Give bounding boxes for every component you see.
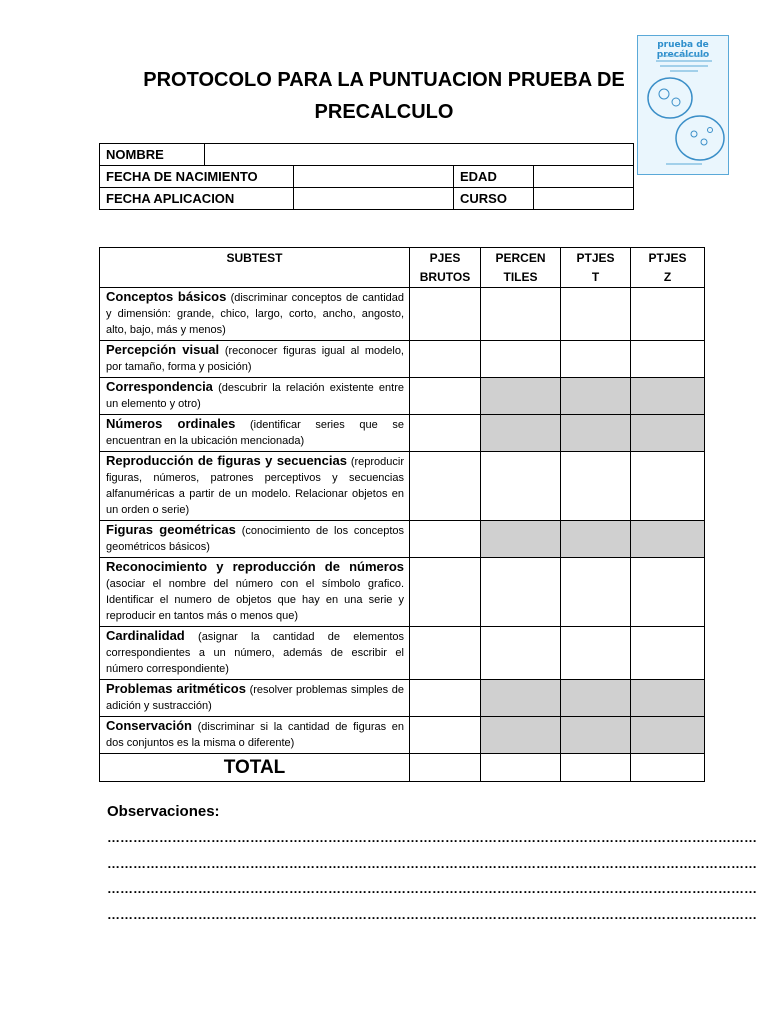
shaded-cell (631, 680, 705, 717)
curso-label: CURSO (454, 188, 534, 210)
curso-field[interactable] (534, 188, 634, 210)
score-cell[interactable] (631, 627, 705, 680)
page-title (100, 64, 668, 128)
score-cell[interactable] (561, 288, 631, 341)
subtest-name: Reconocimiento y reproducción de números (106, 559, 404, 574)
table-row (100, 558, 705, 627)
header-ptjes-t (561, 248, 631, 288)
subtest-name: Reproducción de figuras y secuencias (106, 453, 347, 468)
shaded-cell (561, 680, 631, 717)
subtest-numeros-ordinales (100, 415, 410, 452)
subtest-description: (descubrir la relación existente entre un elemento y otro) (106, 382, 404, 410)
header-text: Z (663, 270, 672, 284)
score-cell[interactable] (481, 558, 561, 627)
table-row (100, 188, 634, 210)
subtest-problemas-aritmeticos (100, 680, 410, 717)
observations-line[interactable]: …………………………………………………………………………………………………………………………………… (107, 881, 757, 896)
cover-title: prueba de precálculo (656, 40, 710, 60)
subtest-cardinalidad (100, 627, 410, 680)
table-row (100, 521, 705, 558)
header-text: TILES (503, 270, 538, 284)
subtest-name: Percepción visual (106, 342, 220, 357)
subtest-description: (discriminar si la cantidad de figuras en dos conjuntos es la misma o diferente) (106, 721, 404, 749)
score-cell[interactable] (410, 341, 481, 378)
header-text: PTJES (648, 251, 687, 265)
shaded-cell (481, 521, 561, 558)
score-cell[interactable] (561, 558, 631, 627)
table-row (100, 166, 634, 188)
score-cell[interactable] (481, 288, 561, 341)
score-cell[interactable] (410, 452, 481, 521)
score-cell[interactable] (410, 754, 481, 782)
edad-label: EDAD (454, 166, 534, 188)
subtest-name: Conservación (106, 718, 192, 733)
subtest-reconocimiento-numeros (100, 558, 410, 627)
score-cell[interactable] (410, 521, 481, 558)
table-row (100, 341, 705, 378)
header-ptjes-z (631, 248, 705, 288)
header-pjes-brutos (410, 248, 481, 288)
score-cell[interactable] (481, 754, 561, 782)
cover-illustration-icon (638, 36, 730, 176)
subtest-name: Conceptos básicos (106, 289, 227, 304)
shaded-cell (481, 717, 561, 754)
header-text: PJES (429, 251, 461, 265)
fecha-nacimiento-field[interactable] (294, 166, 454, 188)
shaded-cell (561, 717, 631, 754)
score-cell[interactable] (410, 558, 481, 627)
subtest-percepcion-visual (100, 341, 410, 378)
shaded-cell (481, 680, 561, 717)
fecha-aplicacion-field[interactable] (294, 188, 454, 210)
score-cell[interactable] (481, 452, 561, 521)
shaded-cell (481, 378, 561, 415)
nombre-label: NOMBRE (100, 144, 205, 166)
subtest-description: (conocimiento de los conceptos geométricos básicos) (106, 525, 405, 553)
header-text: T (591, 270, 600, 284)
table-row (100, 378, 705, 415)
score-cell[interactable] (631, 341, 705, 378)
subtest-description: (reconocer figuras igual al modelo, por tamaño, forma y posición) (106, 345, 404, 373)
score-cell[interactable] (631, 452, 705, 521)
score-cell[interactable] (410, 680, 481, 717)
observations-label: Observaciones: (107, 803, 220, 820)
subtest-reproduccion-figuras (100, 452, 410, 521)
score-cell[interactable] (561, 341, 631, 378)
student-info-table (99, 143, 634, 210)
subtest-conceptos-basicos (100, 288, 410, 341)
subtest-description: (discriminar conceptos de cantidad y dimensión: grande, chico, largo, corto, ancho, angosto, alto, bajo, más y menos) (106, 292, 405, 336)
observations-line[interactable]: …………………………………………………………………………………………………………………………………… (107, 907, 757, 922)
score-cell[interactable] (561, 452, 631, 521)
header-text: PERCEN (495, 251, 546, 265)
fecha-nacimiento-label: FECHA DE NACIMIENTO (100, 166, 294, 188)
subtest-scores-table (99, 247, 705, 782)
subtest-figuras-geometricas (100, 521, 410, 558)
score-cell[interactable] (410, 627, 481, 680)
subtest-name: Números ordinales (106, 416, 236, 431)
score-cell[interactable] (631, 288, 705, 341)
shaded-cell (561, 415, 631, 452)
shaded-cell (631, 415, 705, 452)
header-text: PTJES (576, 251, 615, 265)
subtest-name: Problemas aritméticos (106, 681, 246, 696)
total-label: TOTAL (100, 754, 410, 782)
edad-field[interactable] (534, 166, 634, 188)
nombre-field[interactable] (205, 144, 634, 166)
total-row (100, 754, 705, 782)
fecha-aplicacion-label: FECHA APLICACION (100, 188, 294, 210)
score-cell[interactable] (410, 378, 481, 415)
subtest-description: (resolver problemas simples de adición y sustracción) (106, 684, 404, 712)
table-row (100, 452, 705, 521)
header-subtest: SUBTEST (100, 248, 410, 288)
score-cell[interactable] (410, 415, 481, 452)
score-cell[interactable] (410, 717, 481, 754)
subtest-description: (identificar series que se encuentran en la ubicación mencionada) (106, 419, 404, 447)
subtest-description: (asociar el nombre del número con el símbolo grafico. Identificar el numero de objetos que hay en una serie y reproducir en tantos más o menos que) (106, 578, 404, 622)
score-cell[interactable] (481, 627, 561, 680)
score-cell[interactable] (481, 341, 561, 378)
score-cell[interactable] (631, 754, 705, 782)
shaded-cell (631, 378, 705, 415)
observations-line[interactable]: …………………………………………………………………………………………………………………………………… (107, 856, 757, 871)
shaded-cell (561, 521, 631, 558)
score-cell[interactable] (561, 754, 631, 782)
shaded-cell (481, 415, 561, 452)
subtest-name: Figuras geométricas (106, 522, 236, 537)
table-row (100, 144, 634, 166)
subtest-name: Correspondencia (106, 379, 213, 394)
shaded-cell (561, 378, 631, 415)
title-line-1: PROTOCOLO PARA LA PUNTUACION PRUEBA DE (143, 69, 625, 91)
subtest-conservacion (100, 717, 410, 754)
observations-line[interactable]: …………………………………………………………………………………………………………………………………… (107, 830, 757, 845)
title-line-2: PRECALCULO (314, 101, 454, 123)
table-row (100, 627, 705, 680)
table-row (100, 680, 705, 717)
score-cell[interactable] (631, 558, 705, 627)
shaded-cell (631, 521, 705, 558)
shaded-cell (631, 717, 705, 754)
table-row (100, 415, 705, 452)
subtest-correspondencia (100, 378, 410, 415)
score-cell[interactable] (561, 627, 631, 680)
table-row (100, 288, 705, 341)
subtest-description: (asignar la cantidad de elementos correspondientes a un número, además de escribir el número correspondiente) (106, 631, 404, 675)
subtest-description: (reproducir figuras, números, patrones perceptivos y secuencias alfanuméricas a partir de un modelo. Relacionar objetos en un orden o serie) (106, 456, 404, 516)
subtest-name: Cardinalidad (106, 628, 185, 643)
header-text: BRUTOS (419, 270, 471, 284)
book-cover-image (637, 35, 729, 175)
score-cell[interactable] (410, 288, 481, 341)
table-row (100, 717, 705, 754)
header-percentiles (481, 248, 561, 288)
table-header-row (100, 248, 705, 288)
